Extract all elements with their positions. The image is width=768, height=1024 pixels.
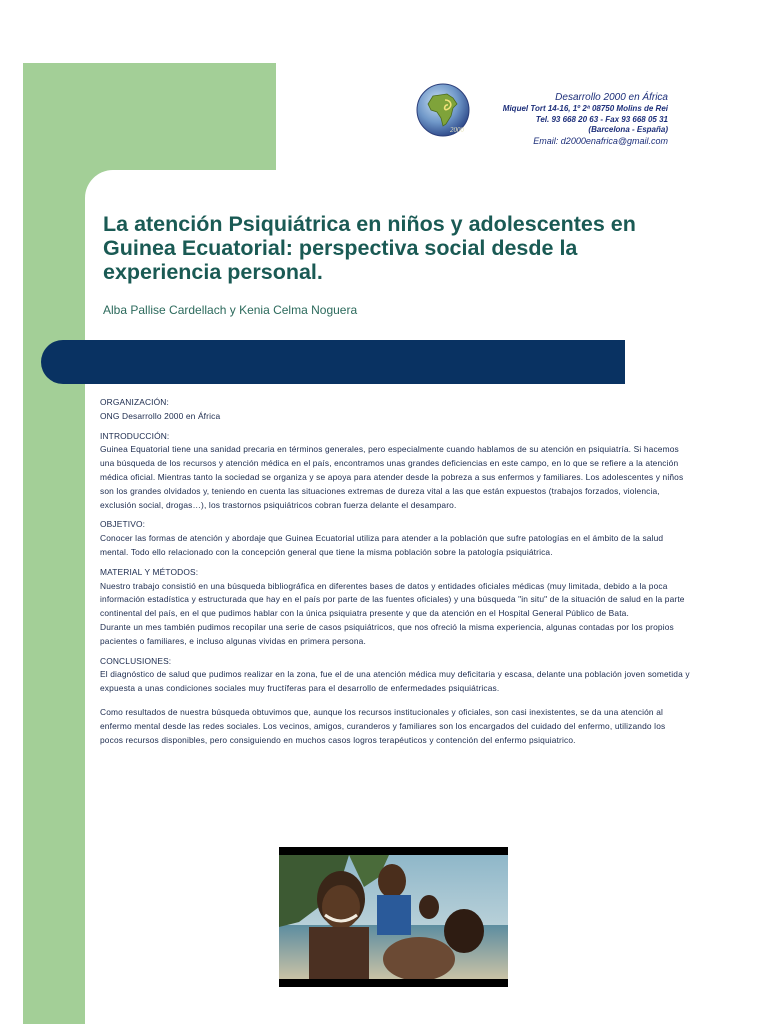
phone-line: Tel. 93 668 20 63 - Fax 93 668 05 31 [535,114,668,124]
address-line: Miquel Tort 14-16, 1º 2ª 08750 Molins de Rei [502,104,668,113]
city-line: (Barcelona - España) [588,125,668,134]
children-photo [279,847,508,987]
objetivo-body: Conocer las formas de atención y abordaje que Guinea Ecuatorial utiliza para atender a la población que sufre patologías en el ámbito de la salud mental. Todo ello relacionado con la concepción general que tiene la misma población sobre la patología psiquiátrica. [100,533,664,557]
material-body-2: Durante un mes también pudimos recopilar una serie de casos psiquiátricos, que nos ofreció la misma experiencia, algunas contadas por los propios pacientes o familiares, e incluso algunas vividas en primera persona. [100,621,674,646]
africa-globe-logo [415,82,471,138]
heading-objetivo: OBJETIVO: [100,519,146,530]
heading-conclusiones: CONCLUSIONES: [100,655,172,666]
org-name: Desarrollo 2000 en África [555,92,668,103]
material-body-1: Nuestro trabajo consistió en una búsqueda bibliográfica en diferentes bases de datos y entidades oficiales médicas (muy limitada, debido a la poca información estadística y estructurada que hay en el país por parte de las fuentes oficiales) y una búsqueda "in situ" de la situación de salud en la parte continental del país, en el que pudimos hablar con la única psiquiatra presente y que da atención en el Hospital General Público de Bata. [100,580,685,619]
blue-banner [41,340,625,384]
conclusiones-body-1: El diagnóstico de salud que pudimos realizar en la zona, fue el de una atención médica muy deficitaria y escasa, delante una población joven sometida y expuesta a unas condiciones sociales muy fructíferas para el desarrollo de enfermedades psiquiátricas. [100,669,690,694]
organizacion-body: ONG Desarrollo 2000 en África [100,410,221,421]
authors: Alba Pallise Cardellach y Kenia Celma Noguera [103,303,358,317]
heading-organizacion: ORGANIZACIÓN: [100,397,169,407]
poster-title: La atención Psiquiátrica en niños y adolescentes en Guinea Ecuatorial: perspectiva social desde la experiencia personal. [103,212,636,284]
contact-block [480,92,668,147]
poster-content [100,396,690,747]
introduccion-body: Guinea Equatorial tiene una sanidad precaria en términos generales, pero especialmente cuando hablamos de su atención en psiquiatría. Si hacemos una búsqueda de los recursos y atención médica en el país, encontramos unas grandes deficiencias en este campo, en lo que se refiere a la atención médica oficial. Mientras tanto la sociedad se organiza y se apoya para atender desde la pobreza a sus enfermos y familiares. Los adolescentes y niños son los grandes olvidados y, teniendo en cuenta las situaciones extremas de dureza vital a las que están expuestos (trabajos forzados, violencia, exclusión social, drogas…), los trastornos psiquiátricos cobran fuerza delante el desamparo. [100,444,684,510]
logo-text: 2000 [450,126,464,134]
email-line[interactable]: Email: d2000enafrica@gmail.com [533,135,668,146]
heading-introduccion: INTRODUCCIÓN: [100,430,170,441]
conclusiones-body-2: Como resultados de nuestra búsqueda obtuvimos que, aunque los recursos institucionales y oficiales, son casi inexistentes, se da una atención al enfermo mental desde las redes sociales. Los vecinos, amigos, curanderos y familiares son los encargados del cuidado del enfermo, utilizando los pocos recursos disponibles, pero consiguiendo en muchos casos logros terapéuticos y contención del enfermo psiquiatrico. [100,706,666,745]
heading-material: MATERIAL Y MÉTODOS: [100,566,199,577]
